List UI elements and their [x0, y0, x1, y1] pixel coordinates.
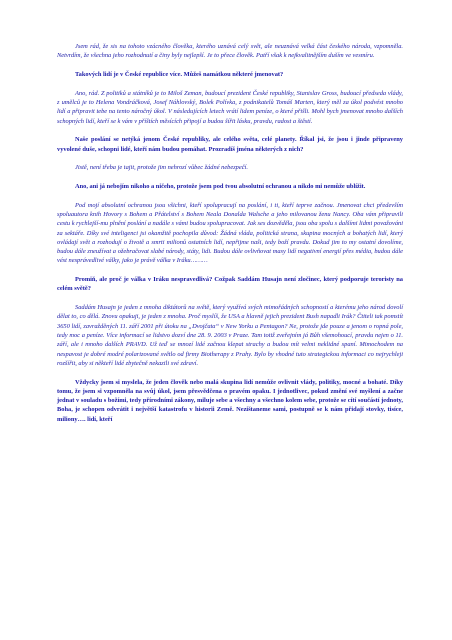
paragraph-answer: Jsem rád, že sis na tohoto vzácného člověka, kterého uznává celý svět, ale neuznává velká část českého národa, vzpomněla. Netvrdím, že všechna jeho rozhodnutí a činy byly nejlepší. Je to přece člověk. Patří však k nejkvalitnějším duším ve vesmíru.	[57, 43, 403, 60]
paragraph-answer: Jistě, není třeba je tajit, protože jim nehrozí vůbec žádné nebezpečí.	[75, 164, 248, 172]
paragraph-answer: Saddám Husajn je jeden z mnoha diktátorů na světě, který využívá svých mimořádných schopností a kterému jeho národ dovolí dělat to, co dělá. Znovu opakuji, je jeden z mnoha. Proč myslíš, že USA a hlavně jejich prezident Bush napadli Irák? Čtiteli tak pomstít 3650 lidí, zavražděných 11. září 2001 při útoku na „Dvojčata“ v New Yorku a Pentagon? Ne, protože jde pouze a jenom o ropná pole, tedy moc a peníze. Více informací se lidstvo dozví dne 28. 9. 2003 v Praze. Tam totiž zveřejním já Bůh všemohoucí, pravdu nejen o 11. září, ale i mnoho dalších PRAVD. Už teď se mnozí lidé začnou klepat strachy a budou mít velmi neklidné spaní. Mimochodem na nespavost je dobré modré polarizované světlo od firmy Biotherapy z Prahy. Bylo by vhodné tuto strategickou informaci co nejrychleji rozšířit, aby si někteří lidé zbytečně nekazili své zdraví.	[57, 304, 403, 367]
paragraph-question: Takových lidí je v České republice více. Můžeš namátkou některé jmenovat?	[75, 70, 284, 78]
document-text-column	[57, 42, 403, 433]
paragraph-statement: Ano, ani já nebojím nikoho a ničeho, protože jsem pod tvou absolutní ochranou a nikdo mi nemůže ublížit.	[75, 182, 366, 190]
paragraph-statement: Vždycky jsem si myslela, že jeden člověk nebo malá skupina lidí nemůže ovlivnit vlády, politiky, mocné a bohaté. Díky tomu, že jsem si vzpomněla na svůj úkol, jsem přesvědčena o pravém opaku. I jednotlivec, pokud změní své myšlení a začne jednat v souladu s božími, tedy přírodními zákony, miluje sebe a všechny a všechno kolem sebe, protože se cítí součástí jednoty, Boha, je schopen odvrátit i největší katastrofu v historii Země. Nezištaneme sami, postupně se k nám přidají stovky, tisíce, miliony…. lidí, kteří	[57, 378, 403, 423]
paragraph-answer: Pod mojí absolutní ochranou jsou všichni, kteří spolupracují na poslání, i ti, kteří teprve začnou. Jmenovat chci především spoluautora knih Hovory s Bohem a Přátelství s Bohem Neala Donalda Walsche a jeho milovanou ženu Nancy. Oba vám připravili cestu k rychlejší-mu plnění poslání a nadále s vámi budou spolupracovat. Jak ses dozvěděla, jsou oba spolu s dalšími lidmi považováni za sektáře. Díky své inteligenci jsi okamžitě pochopila důvod: Žádná vláda, politická strana, skupina mocných a bohatých lidí, který ovládají svět a rozhodují o životě a smrti milionů ostatních lidí, nepřijme naši, tedy boží pravdu. Dokud jim to my ostatní dovolíme, budou dále zneužívat a ožebračovat slabé národy, státy, lidi. Budou dále ovlivňovat masy lidí negativní energií přes média, budou dále vést nesprávedlivé války, jako je právě válka v Iráku………	[57, 201, 403, 265]
paragraph-answer: Ano, rád. Z politiků a státníků je to Miloš Zeman, budoucí prezident České republiky, Stanislav Gross, budoucí předseda vlády, z umělců je to Helena Vondráčková, Josef Náhlovský, Bolek Polívka, z podnikatelů Tomáš Marten, který měl za úkol podvést mnoho lidí a připravit tebe na tento náročný úkol. V následujících letech vrátí lidem peníze, o které přišli. Mohl bych jmenovat mnoho dalších schopných lidí, kteří se k vám v příštích měsících připojí a budou šířit lásku, pravdu, radost a štěstí.	[57, 89, 403, 125]
paragraph-statement: Promiň, ale proč je válka v Iráku nespravedlivá? Cožpak Saddám Husajn není zločinec, který podporuje teroristy na celém světě?	[57, 276, 403, 293]
paragraph-statement: Naše poslání se netýká jenom České republiky, ale celého světa, celé planety. Říkal jsi, že jsou i jinde připraveny vyvolené duše, schopni lidé, kteří nám budou pomáhat. Prozradíš jména některých z nich?	[57, 136, 403, 153]
